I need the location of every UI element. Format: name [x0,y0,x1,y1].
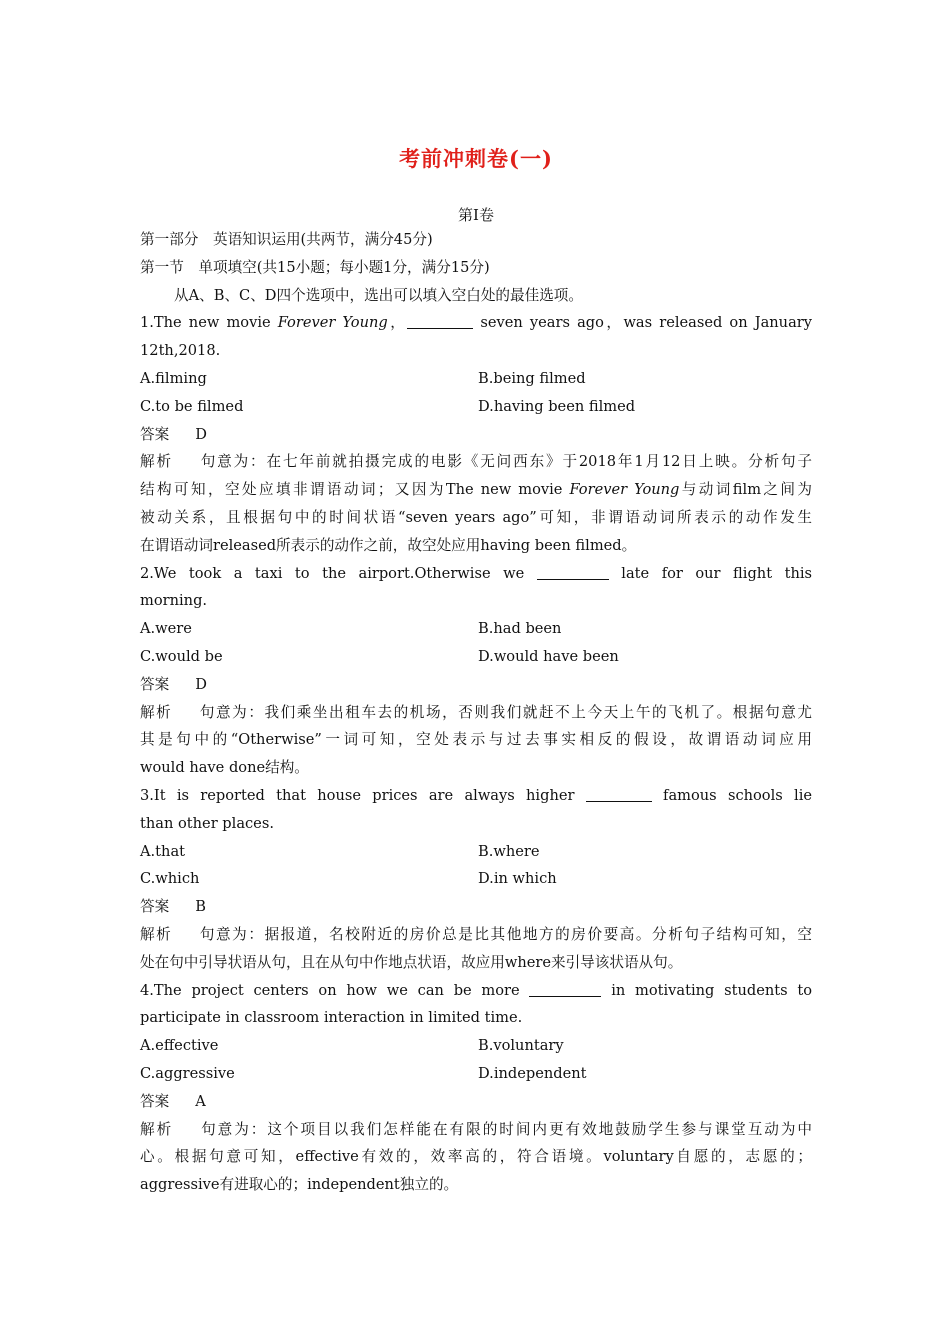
option-b: B.voluntary [478,1037,564,1055]
volume-heading: 第Ⅰ卷 [458,206,494,224]
option-c: C.aggressive [140,1064,235,1082]
option-d: D.would have been [478,647,619,665]
question-2-analysis-line: 其是句中的“Otherwise”一词可知，空处表示与过去事实相反的假设，故谓语动词应用 [140,731,812,749]
answer-blank [529,982,601,997]
question-4-answer: 答案 A [140,1092,206,1110]
question-2-options-row-2 [140,643,812,671]
option-c: C.would be [140,647,223,665]
question-4-analysis-line: aggressive有进取心的；independent独立的。 [140,1176,459,1194]
option-a: A.that [140,842,186,860]
question-1-options-row-2 [140,393,812,421]
question-4-options-row-1 [140,1032,812,1060]
question-1-stem: 1.The new movie Forever Young， seven years ago，was released on January [140,314,812,332]
option-c: C.to be filmed [140,397,244,415]
question-2-answer: 答案 D [140,675,207,693]
question-2-analysis-line: would have done结构。 [140,759,309,777]
question-3-analysis: 解析 句意为：据报道，名校附近的房价总是比其他地方的房价要高。分析句子结构可知，空 [140,925,812,943]
question-3-stem-cont: than other places. [140,814,274,832]
page-title: 考前冲刺卷(一) [399,146,553,171]
option-a: A.were [140,620,192,638]
question-2-options-row-1 [140,615,812,643]
question-4-analysis-line: 心。根据句意可知，effective有效的，效率高的，符合语境。voluntary自愿的，志愿的； [140,1148,812,1166]
question-1-analysis-line: 结构可知，空处应填非谓语动词；又因为The new movie Forever Young与动词film之间为 [140,481,813,499]
section-heading: 第一节 单项填空(共15小题；每小题1分，满分15分) [140,258,490,276]
question-3-stem: 3.It is reported that house prices are always higher famous schools lie [140,786,813,804]
option-b: B.where [478,842,540,860]
answer-blank [586,787,652,802]
answer-blank [407,314,473,329]
question-3-options-row-2 [140,865,812,893]
option-d: D.independent [478,1064,587,1082]
question-2-stem-cont: morning. [140,592,208,610]
option-d: D.having been filmed [478,397,636,415]
question-4-options-row-2 [140,1060,812,1088]
question-4-stem: 4.The project centers on how we can be more in motivating students to [140,981,813,999]
instruction-text: 从A、B、C、D四个选项中，选出可以填入空白处的最佳选项。 [174,286,583,304]
option-b: B.being filmed [478,369,586,387]
question-4-analysis: 解析 句意为：这个项目以我们怎样能在有限的时间内更有效地鼓励学生参与课堂互动为中 [140,1120,812,1138]
question-1-analysis-line: 被动关系，且根据句中的时间状语“seven years ago”可知，非谓语动词所表示的动作发生 [140,508,812,526]
question-2-analysis: 解析 句意为：我们乘坐出租车去的机场，否则我们就赶不上今天上午的飞机了。根据句意尤 [140,703,812,721]
question-1-stem-cont: 12th,2018. [140,342,221,360]
document-body [140,226,812,1199]
question-3-answer: 答案 B [140,898,206,916]
question-1-options-row-1 [140,365,812,393]
question-4-stem-cont: participate in classroom interaction in limited time. [140,1009,523,1027]
option-c: C.which [140,870,200,888]
question-1-answer: 答案 D [140,425,207,443]
option-b: B.had been [478,620,562,638]
option-d: D.in which [478,870,557,888]
question-2-stem: 2.We took a taxi to the airport.Otherwise we late for our flight this [140,564,813,582]
question-3-analysis-line: 处在句中引导状语从句，且在从句中作地点状语，故应用where来引导该状语从句。 [140,953,683,971]
answer-blank [537,565,609,580]
question-3-options-row-1 [140,838,812,866]
option-a: A.filming [140,369,207,387]
question-1-analysis-line: 在谓语动词released所表示的动作之前，故空处应用having been filmed。 [140,536,637,554]
part-heading: 第一部分 英语知识运用(共两节，满分45分) [140,231,433,248]
option-a: A.effective [140,1037,219,1055]
question-1-analysis: 解析 句意为：在七年前就拍摄完成的电影《无问西东》于2018年1月12日上映。分析句子 [140,453,812,471]
